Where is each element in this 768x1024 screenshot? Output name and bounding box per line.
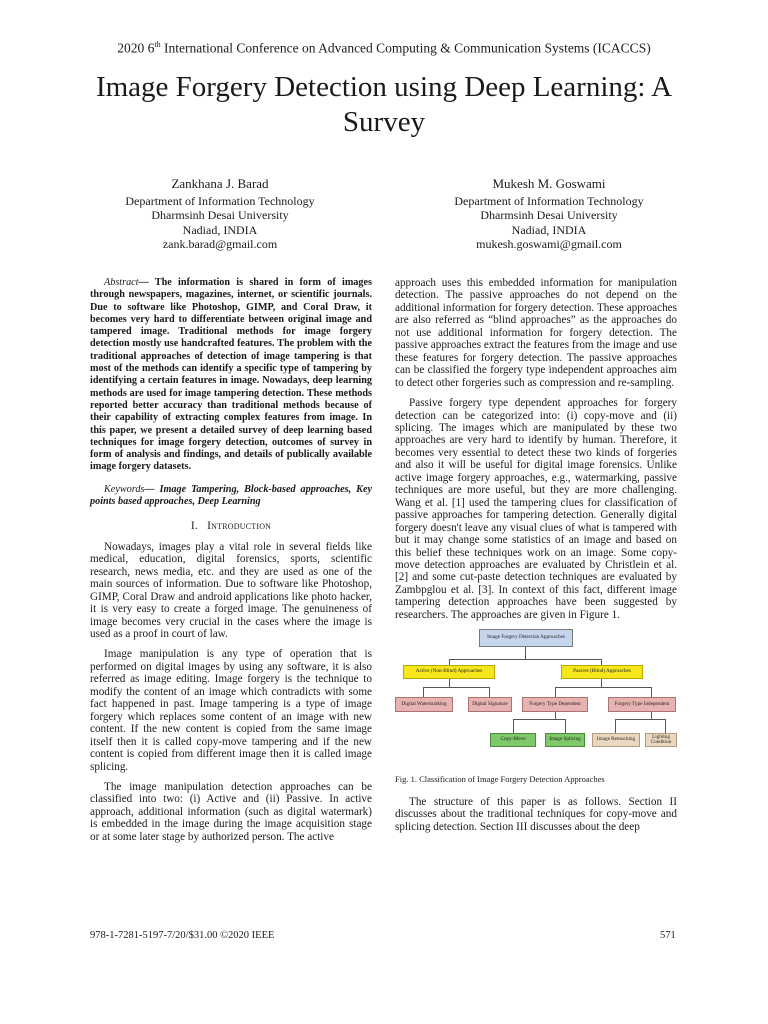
page-number: 571 bbox=[660, 930, 676, 941]
conference-year: 2020 6 bbox=[117, 40, 155, 56]
author-block-1 bbox=[95, 177, 345, 252]
fig-node-lighting: Lighting Condition bbox=[645, 733, 677, 747]
abstract-label: Abstract bbox=[104, 277, 139, 288]
author-location: Nadiad, INDIA bbox=[182, 222, 258, 237]
keywords bbox=[90, 484, 372, 509]
author-name: Zankhana J. Barad bbox=[171, 176, 269, 191]
body-paragraph: The structure of this paper is as follows. Section II discusses about the traditional techniques for copy-move and splicing detection. Section III discusses about the deep bbox=[395, 795, 677, 833]
author-location: Nadiad, INDIA bbox=[511, 222, 587, 237]
fig-node-watermarking: Digital Watermarking bbox=[395, 697, 453, 712]
keywords-text: — Image Tampering, Block-based approaches, Key points based approaches, Deep Learning bbox=[90, 483, 372, 508]
fig-node-splicing: Image Splicing bbox=[545, 733, 585, 747]
fig-node-independent: Forgery Type Independent bbox=[608, 697, 676, 712]
fig-node-signature: Digital Signature bbox=[468, 697, 512, 712]
right-column bbox=[395, 277, 677, 841]
fig-node-dependent: Forgery Type Dependent bbox=[522, 697, 588, 712]
intro-paragraph: The image manipulation detection approaches can be classified into two: (i) Active and (ii) Passive. In active approach, additional information (such as digital watermark) is embedded in the image during the image acquisition stage or at some later stage by authorized person. The active bbox=[90, 780, 372, 843]
conference-superscript: th bbox=[154, 40, 161, 49]
fig-node-passive: Passive (Blind) Approaches bbox=[561, 665, 643, 679]
intro-paragraph: Nowadays, images play a vital role in several fields like medical, education, digital forensics, sports, scientific research, news media, etc. and they are used as one of the main sources of information. Due to software like Photoshop, GIMP, Coral Draw and android applications like photo hacker, it is very easy to create a forged image. The genuineness of image becomes very crucial in the cases where the image is used as a proof in court of law. bbox=[90, 540, 372, 640]
conference-header bbox=[0, 40, 768, 57]
figure-1-diagram bbox=[395, 629, 677, 763]
section-title: Introduction bbox=[207, 520, 272, 533]
abstract bbox=[90, 277, 372, 474]
body-paragraph: approach uses this embedded information for manipulation detection. The passive approaches do not depend on the additional information for forgery detection. These approaches are also referred as “blind approaches” as the approaches do not use additional information for forgery detection. The passive approaches extract the features from the image and use these features for forgery detection. The passive approaches can be classified the forgery type independent approaches aim to detect other forgeries such as compression and re-sampling. bbox=[395, 277, 677, 389]
left-column bbox=[90, 277, 372, 851]
author-university: Dharmsinh Desai University bbox=[151, 208, 289, 223]
author-university: Dharmsinh Desai University bbox=[480, 208, 618, 223]
body-paragraph: Passive forgery type dependent approaches for forgery detection can be categorized into: (i) copy-move and (ii) splicing. The images which are manipulated by these two approaches are very hard to identify by human. Therefore, it becomes very essential to detect these two kinds of forgeries and also it will be useful for digital image forensics. Unlike active image forgery approaches, e.g., watermarking, passive techniques are more useful, but they are more challenging. Wang et al. [1] used the tampering clues for classification of passive approaches for tampering detection. Generally digital forgery doesn't leave any visual clues of what is tampered with but it may change some statistics of an image and based on this belief these techniques work on an image. Some copy-move detection approaches are evaluated by Christlein et al. [2] and some cut-paste detection techniques are evaluated by Zambpglou et al. [3]. In context of this fact, different image tampering detection approaches have been suggested by researchers. The approaches are given in Figure 1. bbox=[395, 397, 677, 621]
conference-name: International Conference on Advanced Computing & Communication Systems (ICACCS) bbox=[160, 40, 651, 56]
paper-title: Image Forgery Detection using Deep Learning: A Survey bbox=[95, 71, 673, 138]
author-block-2 bbox=[424, 177, 674, 252]
section-number: I. bbox=[190, 520, 198, 533]
intro-paragraph: Image manipulation is any type of operation that is performed on digital images by using any software, it is also referred as image editing. Image forgery is the technique to modify the content of an image which contradicts with some fact happened in past. Image tampering is a type of image forgery which replaces some content of an image with new content. If the new content is copied from the same image itself then it is called copy-move tampering and if the new content is copied from different image then it is called image splicing. bbox=[90, 648, 372, 773]
section-heading-introduction bbox=[90, 520, 372, 532]
fig-node-retouching: Image Retouching bbox=[592, 733, 640, 747]
author-email: mukesh.goswami@gmail.com bbox=[476, 237, 622, 252]
abstract-text: — The information is shared in form of images through newspapers, magazines, internet, or scientific journals. Due to software like Photoshop, GIMP, and Coral Draw, it becomes very hard to differentiate between original image and tampered image. Traditional methods for image forgery detection mostly use handcrafted features. The problem with the traditional approaches of detection of image tampering is that most of the methods can identify a specific type of tampering by identifying a certain features in image. Nowadays, deep learning methods are used for image tampering detection. These methods reported better accuracy than traditional methods because of their capability of extracting complex features from image. In this paper, we present a detailed survey of deep learning based techniques for image forgery detection, outcomes of survey in form of analysis and findings, and details of publically available image forgery datasets. bbox=[90, 277, 372, 473]
fig-node-root: Image Forgery Detection Approaches bbox=[479, 629, 573, 647]
author-department: Department of Information Technology bbox=[125, 193, 315, 208]
fig-node-active: Active (Non-Blind) Approaches bbox=[403, 665, 495, 679]
author-email: zank.barad@gmail.com bbox=[162, 237, 278, 252]
author-department: Department of Information Technology bbox=[454, 193, 644, 208]
author-name: Mukesh M. Goswami bbox=[492, 176, 606, 191]
fig-node-copy-move: Copy-Move bbox=[490, 733, 536, 747]
keywords-label: Keywords bbox=[104, 483, 145, 495]
figure-caption: Fig. 1. Classification of Image Forgery Detection Approaches bbox=[395, 774, 605, 785]
footer-isbn: 978-1-7281-5197-7/20/$31.00 ©2020 IEEE bbox=[90, 930, 275, 941]
